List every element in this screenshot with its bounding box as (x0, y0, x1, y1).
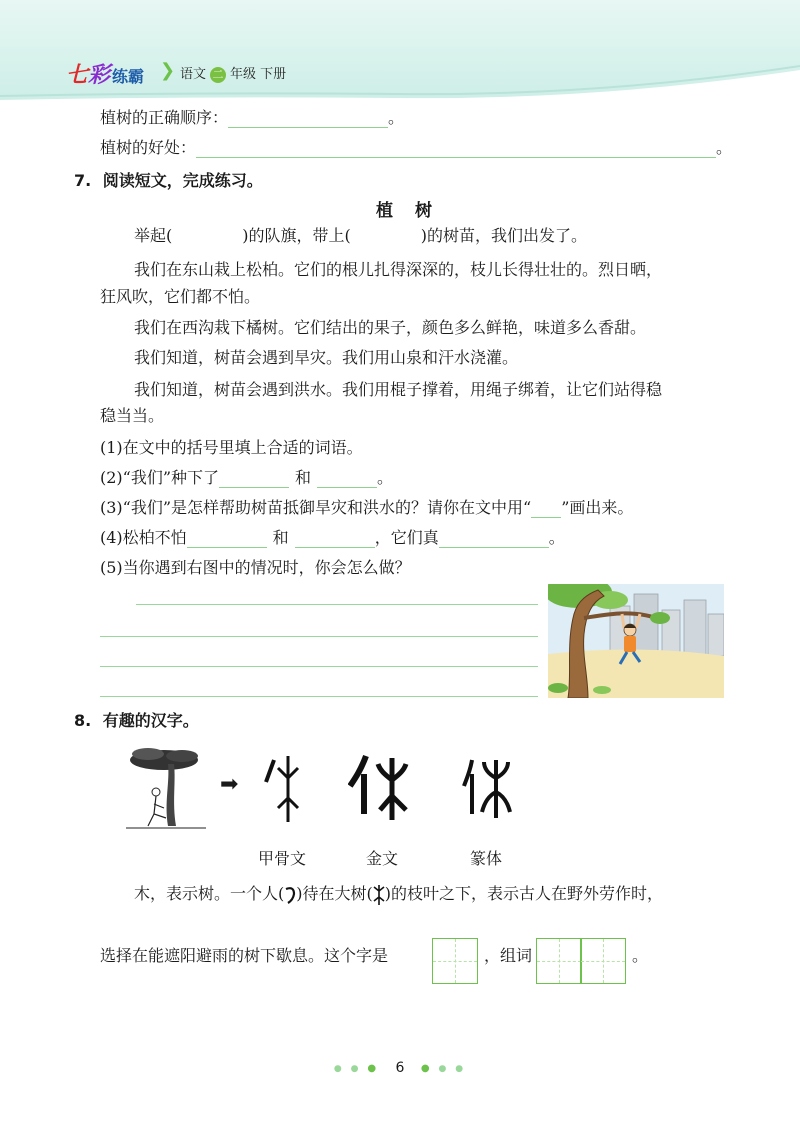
para1-c: )的树苗，我们出发了。 (420, 226, 587, 245)
order-label: 植树的正确顺序： (100, 108, 229, 127)
subq-4 (100, 528, 565, 548)
man-under-tree-sketch (126, 742, 206, 834)
ex-c: )的枝叶之下，表示古人在野外劳作时， (384, 884, 663, 903)
subq-5: (5)当你遇到右图中的情况时，你会怎么做？ (100, 558, 411, 577)
ex2-a: 选择在能遮阳避雨的树下歇息。这个字是 (100, 946, 389, 965)
page-number (0, 1060, 800, 1076)
q8-instruction: 有趣的汉字。 (102, 711, 199, 730)
s3-underline-sample (531, 501, 561, 518)
subq-2 (100, 468, 393, 488)
label-seal: 篆体 (470, 849, 503, 868)
brand-logo (66, 58, 144, 89)
seal-script-glyph (462, 756, 514, 820)
bronze-script-glyph (348, 752, 412, 822)
tree-glyph-icon (373, 885, 385, 905)
q8-explain-line2 (100, 946, 388, 966)
s2-blank2[interactable] (317, 471, 377, 488)
para3: 我们在西沟栽下橘树。它们结出的果子，颜色多么鲜艳，味道多么香甜。 (134, 318, 647, 337)
q7-heading (74, 168, 263, 191)
para2-line2: 狂风吹，它们都不怕。 (100, 287, 261, 306)
word-answer-box-2[interactable] (580, 938, 626, 984)
ex-a: 木，表示树。一个人( (134, 884, 285, 903)
para1-b: )的队旗，带上( (242, 226, 351, 245)
oracle-bone-glyph (262, 754, 302, 824)
grade-label: 年级 下册 (230, 67, 287, 82)
arrow-icon: ➡ (220, 772, 239, 797)
s2-b: 和 (295, 468, 312, 487)
benefit-blank[interactable] (196, 141, 716, 158)
s4-blank1[interactable] (187, 531, 267, 548)
s4-a: (4)松柏不怕 (100, 528, 187, 547)
brand-qi: 七 (66, 63, 89, 88)
chevron-icon: ❯ (160, 60, 176, 81)
answer-line-4[interactable] (100, 696, 538, 697)
ex-b: )待在大树( (296, 884, 373, 903)
para4: 我们知道，树苗会遇到旱灾。我们用山泉和汗水浇灌。 (134, 348, 519, 367)
para5-line1: 我们知道，树苗会遇到洪水。我们用棍子撑着，用绳子绑着，让它们站得稳 (134, 380, 663, 399)
order-end: 。 (388, 108, 405, 127)
para1 (134, 226, 587, 246)
s4-c: ，它们真 (374, 528, 439, 547)
q7-number: 7. (74, 171, 92, 190)
subq-3 (100, 498, 633, 518)
para1-a: 举起( (134, 226, 173, 245)
ex2-c: 。 (632, 946, 649, 965)
dots-left-icon: ● ● ● (333, 1062, 380, 1074)
answer-line-3[interactable] (100, 666, 538, 667)
s4-b: 和 (272, 528, 289, 547)
q8-number: 8. (74, 711, 92, 730)
label-oracle-bone: 甲骨文 (258, 849, 307, 868)
book-info (180, 63, 286, 83)
order-blank[interactable] (228, 111, 388, 128)
s2-c: 。 (377, 468, 394, 487)
person-glyph-icon (284, 886, 296, 904)
s4-d: 。 (548, 528, 565, 547)
s2-a: (2)“我们”种下了 (100, 468, 220, 487)
s4-blank3[interactable] (439, 531, 549, 548)
s3-b: ”画出来。 (561, 498, 634, 517)
subq-1: (1)在文中的括号里填上合适的词语。 (100, 438, 363, 457)
benefit-end: 。 (716, 138, 733, 157)
q7-instruction: 阅读短文，完成练习。 (102, 171, 263, 190)
word-answer-box-1[interactable] (536, 938, 582, 984)
grade-badge: 二 (210, 67, 226, 83)
brand-lianba: 练霸 (112, 67, 145, 86)
para2-line1: 我们在东山栽上松柏。它们的根儿扎得深深的，枝儿长得壮壮的。烈日晒， (134, 260, 663, 279)
order-line (100, 108, 404, 128)
boy-hanging-illustration (548, 584, 724, 698)
q8-heading (74, 708, 199, 731)
q8-explain-line1 (134, 884, 663, 905)
ex2-b: ，组词 (484, 946, 533, 965)
s4-blank2[interactable] (295, 531, 375, 548)
brand-cai: 彩 (88, 63, 111, 88)
char-answer-box[interactable] (432, 938, 478, 984)
answer-line-1[interactable] (136, 604, 538, 605)
dots-right-icon: ● ● ● (420, 1062, 467, 1074)
para5-line2: 稳当当。 (100, 406, 165, 425)
benefit-label: 植树的好处： (100, 138, 197, 157)
s3-a: (3)“我们”是怎样帮助树苗抵御旱灾和洪水的？请你在文中用“ (100, 498, 532, 517)
benefit-line (100, 138, 732, 158)
label-bronze: 金文 (366, 849, 399, 868)
passage-title: 植树 (376, 201, 454, 221)
s2-blank1[interactable] (219, 471, 289, 488)
answer-line-2[interactable] (100, 636, 538, 637)
page-number-text: 6 (395, 1060, 405, 1076)
subject-label: 语文 (180, 67, 207, 82)
